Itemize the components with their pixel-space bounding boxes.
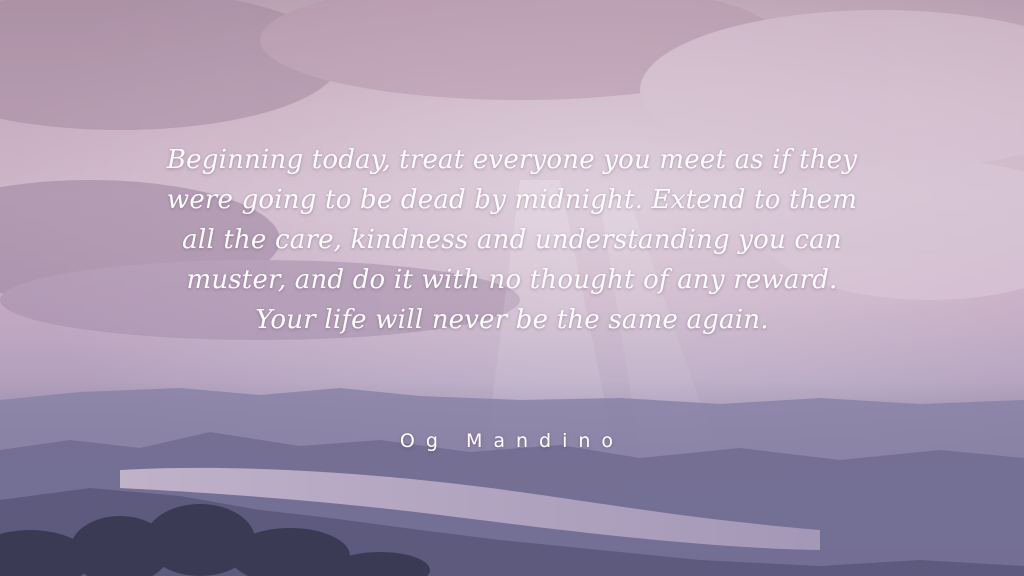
quote-author: Og Mandino [399, 430, 625, 452]
quote-block [160, 140, 864, 340]
quote-text: Beginning today, treat everyone you meet as if they were going to be dead by midnight. Extend to them all the care, kindness and understanding you can muster, and do it with no thought of any reward. Your life will never be the same again. [166, 145, 858, 335]
